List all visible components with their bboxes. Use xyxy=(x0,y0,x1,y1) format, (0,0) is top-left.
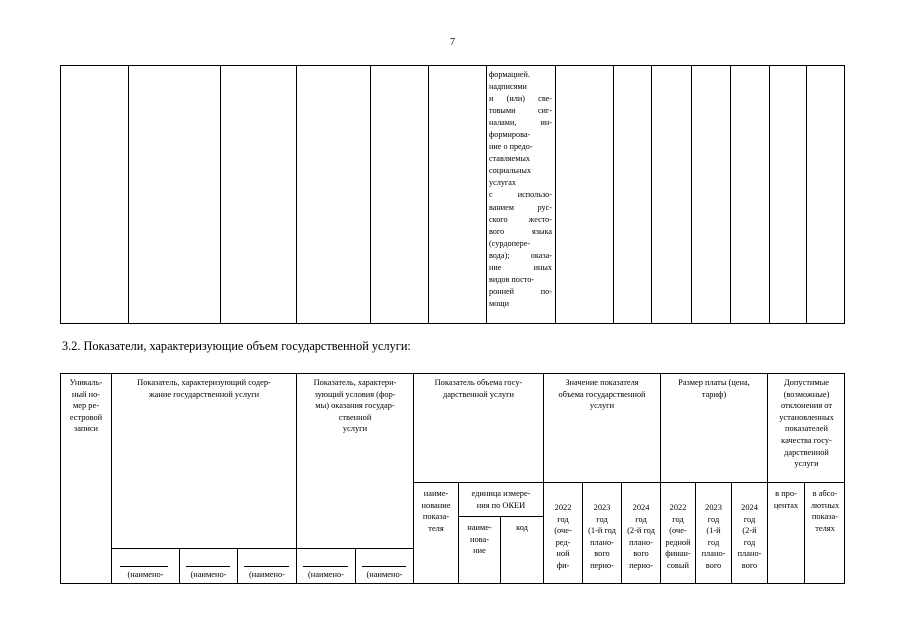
volume-table-divider xyxy=(413,373,414,584)
subheader-deviation-percent: в про- центах xyxy=(773,489,799,510)
subheader-value-2022: 2022 год (оче- ред- ной фи- xyxy=(554,503,572,570)
top-table-text-line: социальных xyxy=(489,166,531,176)
top-table-text-line: ского жесто- xyxy=(489,214,552,224)
name-underline xyxy=(303,566,348,567)
header-allowed-deviation: Допустимые (возможные) отклонения от установленных показателей качества госу- дарственной услуги xyxy=(779,378,834,469)
top-table-divider xyxy=(128,65,129,324)
top-table-text-line: мощи xyxy=(489,298,509,308)
top-table-text-line: формацией. xyxy=(489,70,530,79)
top-table-divider xyxy=(428,65,429,324)
volume-table-rule xyxy=(458,516,543,517)
top-table-text-line: налами, ин- xyxy=(489,118,552,128)
top-table-text-line: формирова- xyxy=(489,130,531,140)
top-table-text-line: ставляемых xyxy=(489,154,530,164)
content-name-label: (наимено- xyxy=(190,570,227,579)
top-table-divider xyxy=(613,65,614,324)
top-table-text-line: вода); оказа- xyxy=(489,250,552,260)
top-table-text-cell xyxy=(489,69,552,310)
top-table-text-line: ронней по- xyxy=(489,286,552,296)
top-table-divider xyxy=(555,65,556,324)
top-table-divider xyxy=(296,65,297,324)
top-table-divider xyxy=(220,65,221,324)
subheader-unit-code: код xyxy=(516,523,528,532)
top-table-text-line: видов посто- xyxy=(489,274,535,284)
header-volume-indicator: Показатель объема госу- дарственной услуги xyxy=(434,378,523,399)
volume-table-rule xyxy=(111,548,413,549)
header-volume-value: Значение показателя объема государственной услуги xyxy=(558,378,646,411)
top-table-divider xyxy=(370,65,371,324)
top-table-text-line: товыми сиг- xyxy=(489,106,552,116)
top-table-divider xyxy=(486,65,487,324)
top-table-text-line: ванием рус- xyxy=(489,202,552,212)
header-conditions-indicator: Показатель, характери- зующий условия (фор- мы) оказания государ- ственной услуги xyxy=(313,378,397,434)
page-number: 7 xyxy=(450,37,455,48)
subheader-value-2024: 2024 год (2-й год плано- вого перио- xyxy=(627,503,655,570)
top-table-divider xyxy=(769,65,770,324)
condition-name-label: (наимено- xyxy=(366,570,403,579)
top-table-text-line: ние о предо- xyxy=(489,142,533,152)
top-table-text-line: вого языка xyxy=(489,226,552,236)
header-content-indicator: Показатель, характеризующий содер- жание государственной услуги xyxy=(137,378,271,399)
subheader-fee-2022: 2022 год (оче- редной финан- совый xyxy=(665,503,691,570)
condition-name-label: (наимено- xyxy=(308,570,344,579)
subheader-unit-name: наиме- нова- ние xyxy=(467,523,492,556)
top-table-text-line: услугах xyxy=(489,178,516,188)
top-table-text-line: и (или) све- xyxy=(489,94,552,104)
header-fee: Размер платы (цена, тариф) xyxy=(678,378,750,399)
top-table-text-line: ние иных xyxy=(489,262,552,272)
subheader-indicator-name: наиме- нование показа- теля xyxy=(421,489,451,533)
top-table-text-line: с использо- xyxy=(489,190,552,200)
section-title: 3.2. Показатели, характеризующие объем государственной услуги: xyxy=(62,339,411,353)
content-name-label: (наимено- xyxy=(127,570,164,579)
volume-table-rule xyxy=(413,482,845,483)
name-underline xyxy=(120,566,168,567)
subheader-fee-2024: 2024 год (2-й год плано- вого xyxy=(737,503,762,570)
name-underline xyxy=(186,566,230,567)
top-table-text-line: надписями xyxy=(489,82,527,92)
top-table-divider xyxy=(730,65,731,324)
header-registry-number: Уникаль- ный но- мер ре- естровой записи xyxy=(69,378,103,434)
subheader-value-2023: 2023 год (1-й год плано- вого перио- xyxy=(588,503,616,570)
top-table-text-line: (сурдопере- xyxy=(489,238,531,248)
name-underline xyxy=(244,566,289,567)
top-table-frame xyxy=(60,65,845,324)
top-table-divider xyxy=(691,65,692,324)
subheader-deviation-absolute: в абсо- лютных показа- телях xyxy=(810,489,840,533)
subheader-fee-2023: 2023 год (1-й год плано- вого xyxy=(701,503,726,570)
name-underline xyxy=(362,566,406,567)
top-table-divider xyxy=(806,65,807,324)
volume-table-divider xyxy=(111,373,112,584)
subheader-okei-unit: единица измере- ния по ОКЕИ xyxy=(471,489,531,510)
top-table-divider xyxy=(651,65,652,324)
content-name-label: (наимено- xyxy=(249,570,285,579)
